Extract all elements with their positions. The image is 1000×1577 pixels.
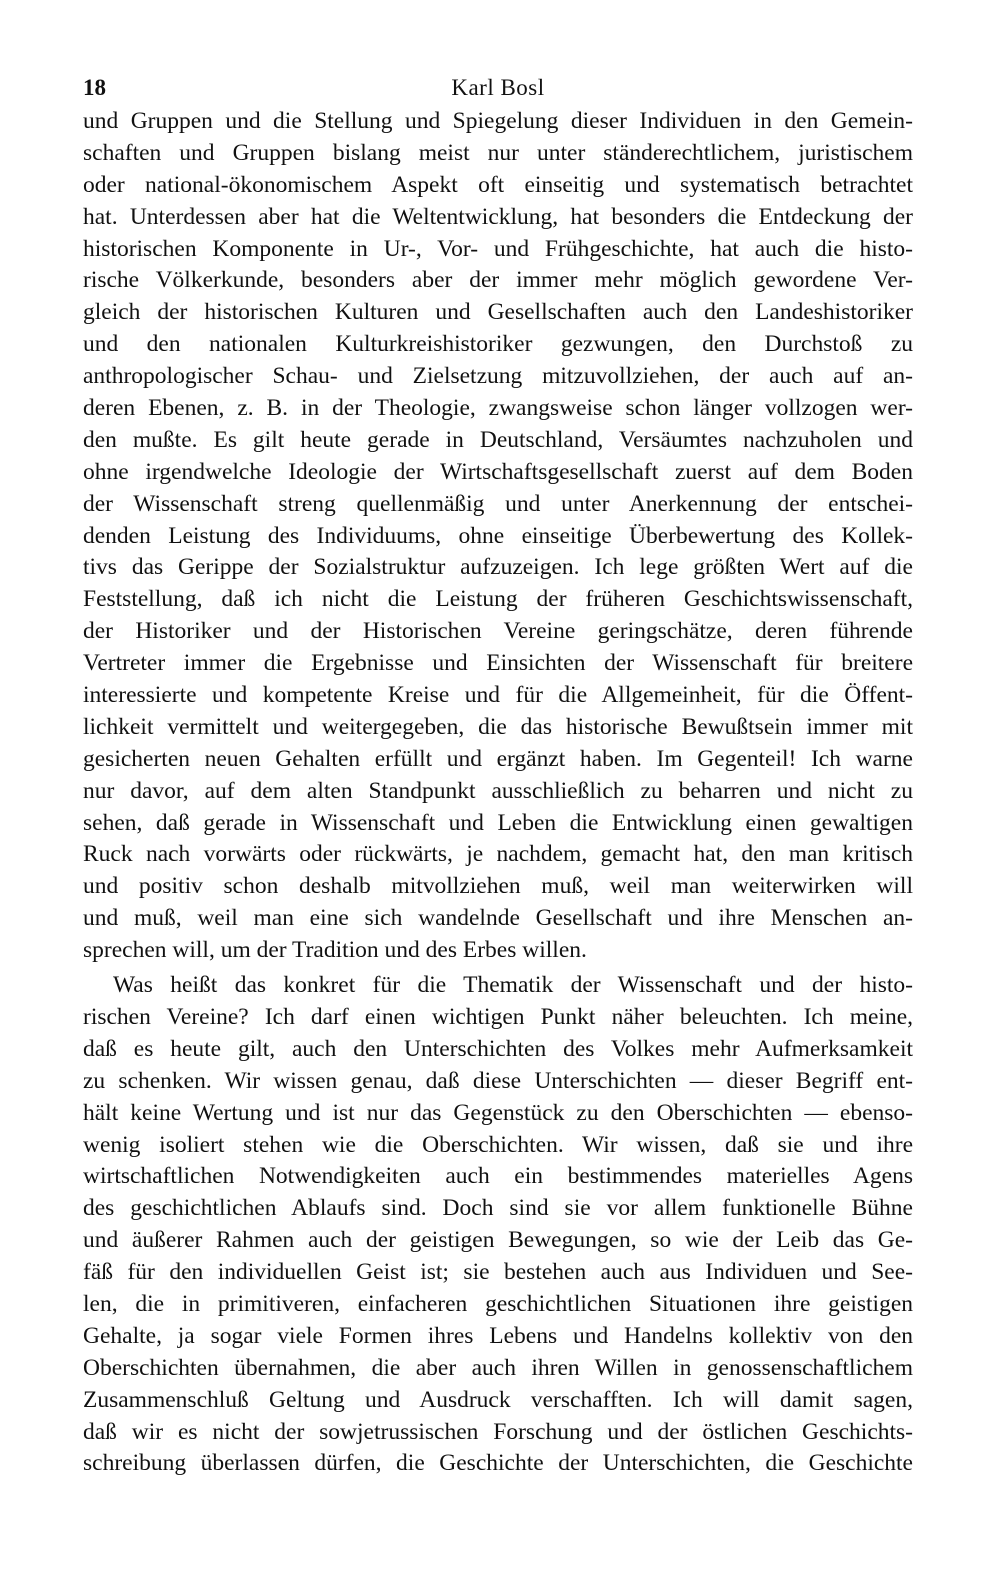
text-line: hat. Unterdessen aber hat die Weltentwicklung, hat besonders die Entdeckung der	[83, 203, 913, 230]
text-line: rischen Vereine? Ich darf einen wichtigen Punkt näher beleuchten. Ich meine,	[83, 1003, 913, 1030]
text-line: den mußte. Es gilt heute gerade in Deutschland, Versäumtes nachzuholen und	[83, 426, 913, 453]
text-line: der Wissenschaft streng quellenmäßig und unter Anerkennung der entschei-	[83, 490, 913, 517]
text-line: Vertreter immer die Ergebnisse und Einsichten der Wissenschaft für breitere	[83, 650, 913, 677]
text-line: tivs das Gerippe der Sozialstruktur aufzuzeigen. Ich lege größten Wert auf die	[83, 554, 913, 581]
text-line: oder national-ökonomischem Aspekt oft einseitig und systematisch betrachtet	[83, 171, 913, 198]
paragraph	[83, 970, 913, 1480]
text-line: anthropologischer Schau- und Zielsetzung mitzuvollziehen, der auch auf an-	[83, 363, 913, 390]
page-number: 18	[83, 75, 106, 100]
text-line: wirtschaftlichen Notwendigkeiten auch ein bestimmendes materielles Agens	[83, 1163, 913, 1190]
text-line: Oberschichten übernahmen, die aber auch ihren Willen in genossenschaftlichem	[83, 1354, 913, 1381]
text-line: schaften und Gruppen bislang meist nur unter ständerechtlichem, juristischem	[83, 139, 913, 166]
text-line: Feststellung, daß ich nicht die Leistung der früheren Geschichtswissenschaft,	[83, 586, 913, 613]
text-line: nur davor, auf dem alten Standpunkt ausschließlich zu beharren und nicht zu	[83, 777, 913, 804]
text-line: lichkeit vermittelt und weitergegeben, die das historische Bewußtsein immer mit	[83, 713, 913, 740]
text-line: daß wir es nicht der sowjetrussischen Forschung und der östlichen Geschichts-	[83, 1418, 913, 1445]
text-line: und äußerer Rahmen auch der geistigen Bewegungen, so wie der Leib das Ge-	[83, 1227, 913, 1254]
text-line: Gehalte, ja sogar viele Formen ihres Lebens und Handelns kollektiv von den	[83, 1322, 913, 1349]
text-line: interessierte und kompetente Kreise und für die Allgemeinheit, für die Öffent-	[83, 682, 913, 709]
text-line: und Gruppen und die Stellung und Spiegelung dieser Individuen in den Gemein-	[83, 108, 913, 134]
paragraph	[83, 106, 913, 967]
text-line: und muß, weil man eine sich wandelnde Gesellschaft und ihre Menschen an-	[83, 905, 913, 932]
text-line: Ruck nach vorwärts oder rückwärts, je nachdem, gemacht hat, den man kritisch	[83, 841, 913, 868]
text-line: schreibung überlassen dürfen, die Geschichte der Unterschichten, die Geschichte	[83, 1450, 913, 1477]
running-head	[83, 70, 913, 106]
document-page	[83, 70, 913, 1480]
running-title: Karl Bosl	[451, 75, 545, 100]
text-line: sprechen will, um der Tradition und des Erbes willen.	[83, 937, 587, 964]
text-line: Zusammenschluß Geltung und Ausdruck verschafften. Ich will damit sagen,	[83, 1386, 913, 1413]
text-line: len, die in primitiveren, einfacheren geschichtlichen Situationen ihre geistigen	[83, 1290, 913, 1317]
text-line: ohne irgendwelche Ideologie der Wirtschaftsgesellschaft zuerst auf dem Boden	[83, 458, 913, 485]
text-line: und positiv schon deshalb mitvollziehen muß, weil man weiterwirken will	[83, 873, 913, 900]
text-line: sehen, daß gerade in Wissenschaft und Leben die Entwicklung einen gewaltigen	[83, 809, 913, 836]
text-line: historischen Komponente in Ur-, Vor- und Frühgeschichte, hat auch die histo-	[83, 235, 913, 262]
text-line: wenig isoliert stehen wie die Oberschichten. Wir wissen, daß sie und ihre	[83, 1131, 913, 1158]
text-line: gleich der historischen Kulturen und Gesellschaften auch den Landeshistoriker	[83, 299, 913, 326]
text-line: gesicherten neuen Gehalten erfüllt und ergänzt haben. Im Gegenteil! Ich warne	[83, 745, 913, 772]
text-line: zu schenken. Wir wissen genau, daß diese Unterschichten — dieser Begriff ent-	[83, 1067, 913, 1094]
text-line: Was heißt das konkret für die Thematik der Wissenschaft und der histo-	[113, 972, 913, 999]
body-text	[83, 106, 913, 1480]
text-line: und den nationalen Kulturkreishistoriker gezwungen, den Durchstoß zu	[83, 331, 913, 358]
text-line: der Historiker und der Historischen Vereine geringschätze, deren führende	[83, 618, 913, 645]
text-line: des geschichtlichen Ablaufs sind. Doch sind sie vor allem funktionelle Bühne	[83, 1195, 913, 1222]
text-line: fäß für den individuellen Geist ist; sie bestehen auch aus Individuen und See-	[83, 1259, 913, 1286]
text-line: deren Ebenen, z. B. in der Theologie, zwangsweise schon länger vollzogen wer-	[83, 395, 913, 422]
text-line: denden Leistung des Individuums, ohne einseitige Überbewertung des Kollek-	[83, 522, 913, 549]
text-line: daß es heute gilt, auch den Unterschichten des Volkes mehr Aufmerksamkeit	[83, 1035, 913, 1062]
text-line: rische Völkerkunde, besonders aber der immer mehr möglich gewordene Ver-	[83, 267, 913, 294]
text-line: hält keine Wertung und ist nur das Gegenstück zu den Oberschichten — ebenso-	[83, 1099, 913, 1126]
